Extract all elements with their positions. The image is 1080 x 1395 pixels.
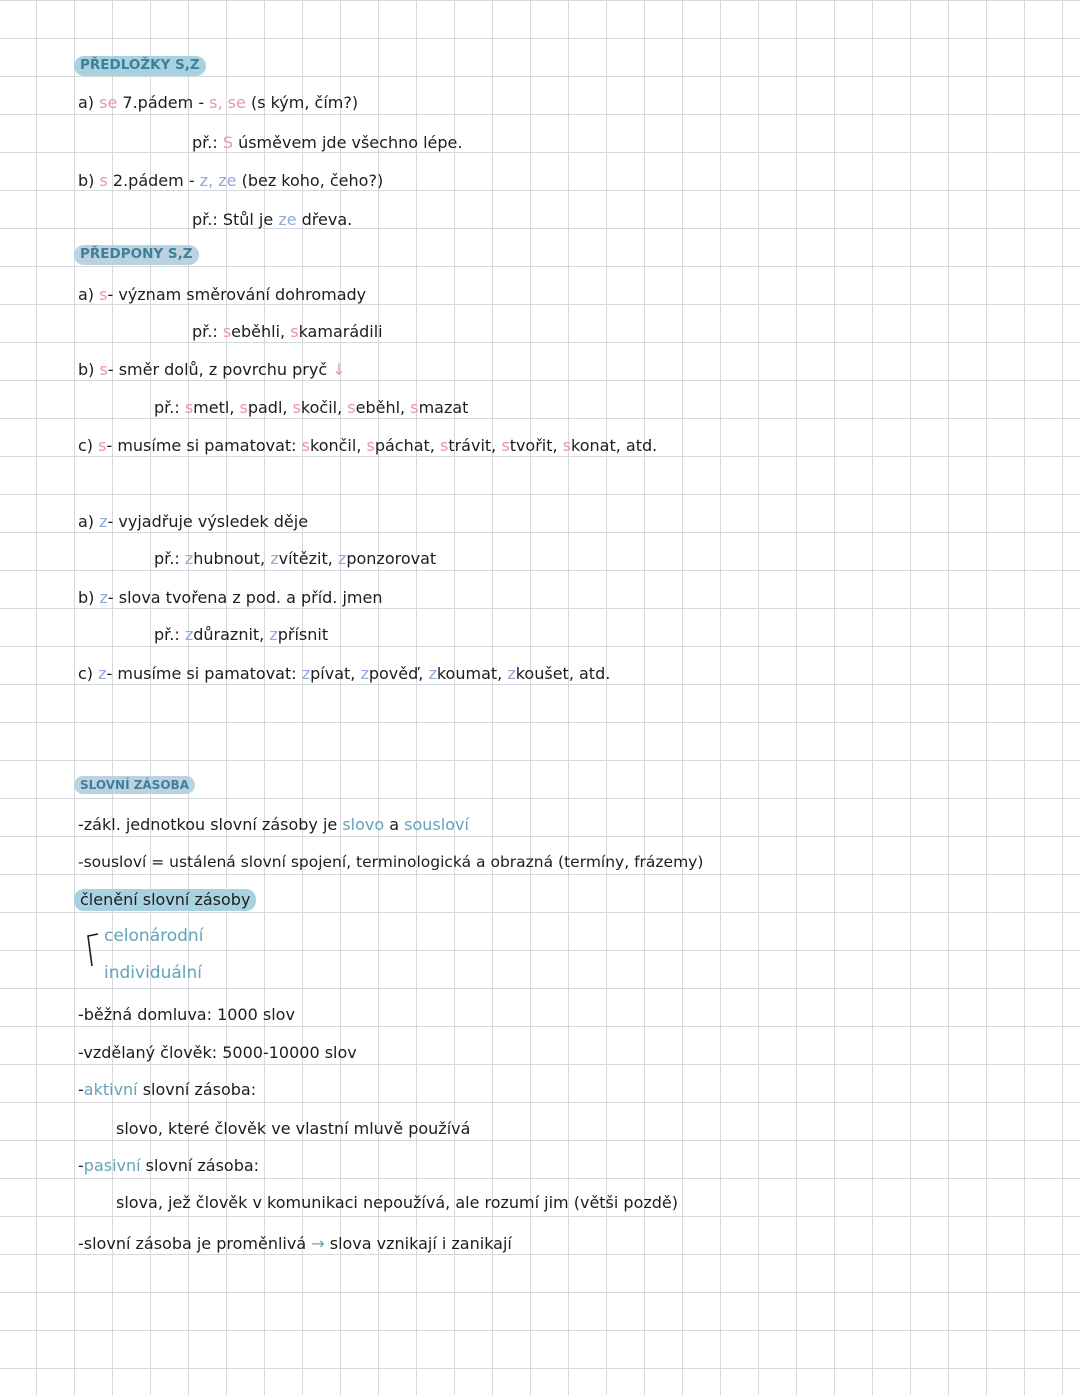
predpony-s-a: a) s- význam směrování dohromady <box>78 285 367 304</box>
predpony-s-a-example: př.: seběhli, skamarádili <box>192 322 383 341</box>
predlozky-line-a: a) se 7.pádem - s, se (s kým, čím?) <box>78 93 359 112</box>
branch-individualni: individuální <box>104 963 202 983</box>
zasoba-line-2: -sousloví = ustálená slovní spojení, terminologická a obrazná (termíny, frázemy) <box>78 853 704 871</box>
branch-celonarodni: celonárodní <box>104 926 204 946</box>
heading-predlozky: PŘEDLOŽKY S,Z <box>74 56 206 76</box>
predpony-z-b: b) z- slova tvořena z pod. a příd. jmen <box>78 588 383 607</box>
heading-slovni-zasoba: SLOVNÍ ZÁSOBA <box>74 776 195 794</box>
predpony-z-c: c) z- musíme si pamatovat: zpívat, zpověď, zkoumat, zkoušet, atd. <box>78 664 611 683</box>
predlozky-line-b: b) s 2.pádem - z, ze (bez koho, čeho?) <box>78 171 384 190</box>
predlozky-example-a: př.: S úsměvem jde všechno lépe. <box>192 133 463 152</box>
predlozky-example-b: př.: Stůl je ze dřeva. <box>192 210 353 229</box>
zasoba-line-5: -aktivní slovní zásoba: <box>78 1080 257 1099</box>
predpony-s-b: b) s- směr dolů, z povrchu pryč ↓ <box>78 360 346 379</box>
zasoba-line-4: -vzdělaný člověk: 5000-10000 slov <box>78 1043 357 1062</box>
heading-predpony: PŘEDPONY S,Z <box>74 245 199 265</box>
arrow-down-icon: ↓ <box>332 360 346 379</box>
branch-bracket-icon <box>86 932 100 968</box>
predpony-z-a-example: př.: zhubnout, zvítězit, zponzorovat <box>154 549 437 568</box>
zasoba-line-6-definition: slova, jež člověk v komunikaci nepoužívá, ale rozumí jim (větši pozdě) <box>116 1193 679 1212</box>
zasoba-line-3: -běžná domluva: 1000 slov <box>78 1005 295 1024</box>
zasoba-line-7: -slovní zásoba je proměnlivá → slova vznikají i zanikají <box>78 1234 512 1253</box>
predpony-z-a: a) z- vyjadřuje výsledek děje <box>78 512 309 531</box>
zasoba-line-1: -zákl. jednotkou slovní zásoby je slovo a sousloví <box>78 815 469 834</box>
predpony-z-b-example: př.: zdůraznit, zpřísnit <box>154 625 329 644</box>
zasoba-line-5-definition: slovo, které člověk ve vlastní mluvě používá <box>116 1119 471 1138</box>
heading-cleneni: členění slovní zásoby <box>74 889 256 911</box>
predpony-s-b-example: př.: smetl, spadl, skočil, seběhl, smazat <box>154 398 469 417</box>
zasoba-line-6: -pasivní slovní zásoba: <box>78 1156 260 1175</box>
arrow-right-icon: → <box>311 1234 325 1253</box>
predpony-s-c: c) s- musíme si pamatovat: skončil, spáchat, strávit, stvořit, skonat, atd. <box>78 436 658 455</box>
